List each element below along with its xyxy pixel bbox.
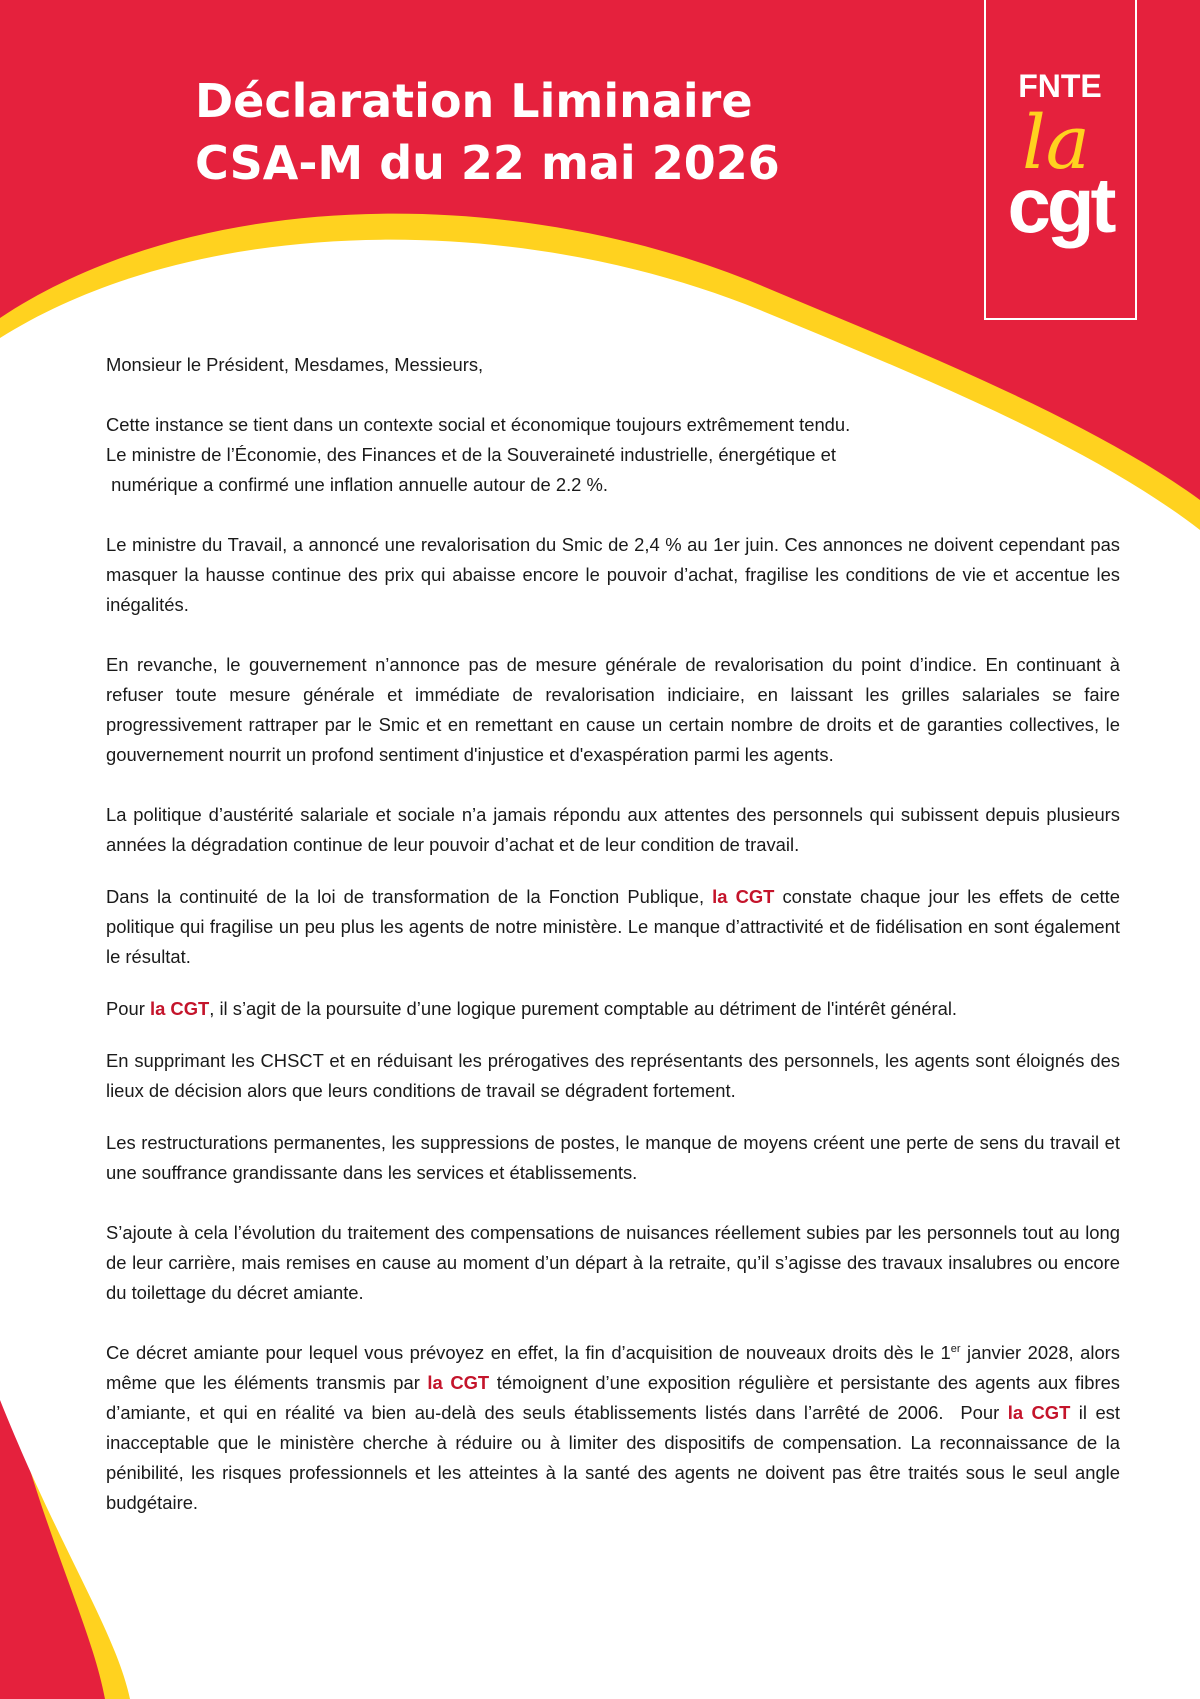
paragraph-smic: Le ministre du Travail, a annoncé une revalorisation du Smic de 2,4 % au 1er juin. Ces annonces ne doivent cependant pas masquer la hausse continue des prix qui abaisse encore le pouvoir d’achat, fragilise les conditions de vie et accentue les inégalités. — [106, 534, 1120, 615]
cgt-highlight: la CGT — [427, 1372, 490, 1393]
text-segment: Ce décret amiante pour lequel vous prévoyez en effet, la fin d’acquisition de nouveaux droits dès le 1 — [106, 1342, 951, 1363]
paragraph-context-line-2: Le ministre de l’Économie, des Finances et de la Souveraineté industrielle, énergétique et — [106, 444, 836, 465]
cgt-highlight: la CGT — [149, 998, 210, 1019]
paragraph-compensations: S’ajoute à cela l’évolution du traitement des compensations de nuisances réellement subies par les personnels tout au long de leur carrière, mais remises en cause au moment d’un départ à la retraite, qu’il s’agisse des travaux insalubres ou encore du toilettage du décret amiante. — [106, 1222, 1120, 1303]
logo-la-script: la — [1022, 100, 1090, 186]
cgt-highlight: la CGT — [712, 886, 775, 907]
paragraph-context-line-1: Cette instance se tient dans un contexte social et économique toujours extrêmement tendu. — [106, 414, 851, 435]
text-segment: constate chaque jour les effets de cette politique qui fragilise un peu plus les agents de notre ministère. Le manque d’attractivité et de fidélisation en sont également le résultat. — [106, 886, 1120, 967]
paragraph-logique-comptable — [106, 994, 1120, 1024]
title-line-1: Déclaration Liminaire — [195, 74, 753, 128]
paragraph-fonction-publique — [106, 882, 1120, 972]
greeting: Monsieur le Président, Mesdames, Messieurs, — [106, 354, 484, 375]
paragraph-context — [106, 410, 1120, 500]
paragraph-decret-amiante — [106, 1338, 1126, 1518]
text-segment: Pour — [106, 998, 150, 1019]
document-title — [195, 70, 780, 194]
paragraph-point-indice: En revanche, le gouvernement n’annonce pas de mesure générale de revalorisation du point d’indice. En continuant à refuser toute mesure générale et immédiate de revalorisation indiciaire, en laissant les grilles salariales se faire progressivement rattraper par le Smic et en remettant en cause un certain nombre de droits et de garanties collectives, le gouvernement nourrit un profond sentiment d'injustice et d'exaspération parmi les agents. — [106, 654, 1120, 765]
text-segment: Dans la continuité de la loi de transformation de la Fonction Publique, — [106, 886, 713, 907]
paragraph-chsct: En supprimant les CHSCT et en réduisant les prérogatives des représentants des personnels, les agents sont éloignés des lieux de décision alors que leurs conditions de travail se dégradent fortement. — [106, 1050, 1120, 1101]
cgt-highlight: la CGT — [1007, 1402, 1071, 1423]
text-segment: il est inacceptable que le ministère cherche à réduire ou à limiter des dispositifs de compensation. La reconnaissance de la pénibilité, les risques professionnels et les atteintes à la santé des agents ne doivent pas être traités sous le seul angle budgétaire. — [106, 1402, 1120, 1513]
paragraph-restructurations: Les restructurations permanentes, les suppressions de postes, le manque de moyens créent une perte de sens du travail et une souffrance grandissante dans les services et établissements. — [106, 1132, 1120, 1183]
paragraph-context-line-3: numérique a confirmé une inflation annuelle autour de 2.2 %. — [106, 474, 608, 495]
paragraph-austerite: La politique d’austérité salariale et sociale n’a jamais répondu aux attentes des personnels qui subissent depuis plusieurs années la dégradation continue de leur pouvoir d’achat et de leur condition de travail. — [106, 804, 1120, 855]
text-segment: janvier 2028, alors même que les éléments transmis par — [106, 1342, 1120, 1393]
logo-fnte-text: FNTE — [1018, 68, 1102, 104]
document-body — [106, 350, 1126, 1518]
title-line-2: CSA-M du 22 mai 2026 — [195, 136, 780, 190]
superscript-er: er — [950, 1342, 961, 1355]
fnte-cgt-logo — [984, 0, 1137, 320]
logo-cgt-text: cgt — [1007, 161, 1113, 249]
text-segment: , il s’agit de la poursuite d’une logique purement comptable au détriment de l'intérêt général. — [209, 998, 958, 1019]
text-segment: témoignent d’une exposition régulière et persistante des agents aux fibres d’amiante, et qui en réalité va bien au-delà des seuls établissements listés dans l’arrêté de 2006. Pour — [106, 1372, 1126, 1423]
